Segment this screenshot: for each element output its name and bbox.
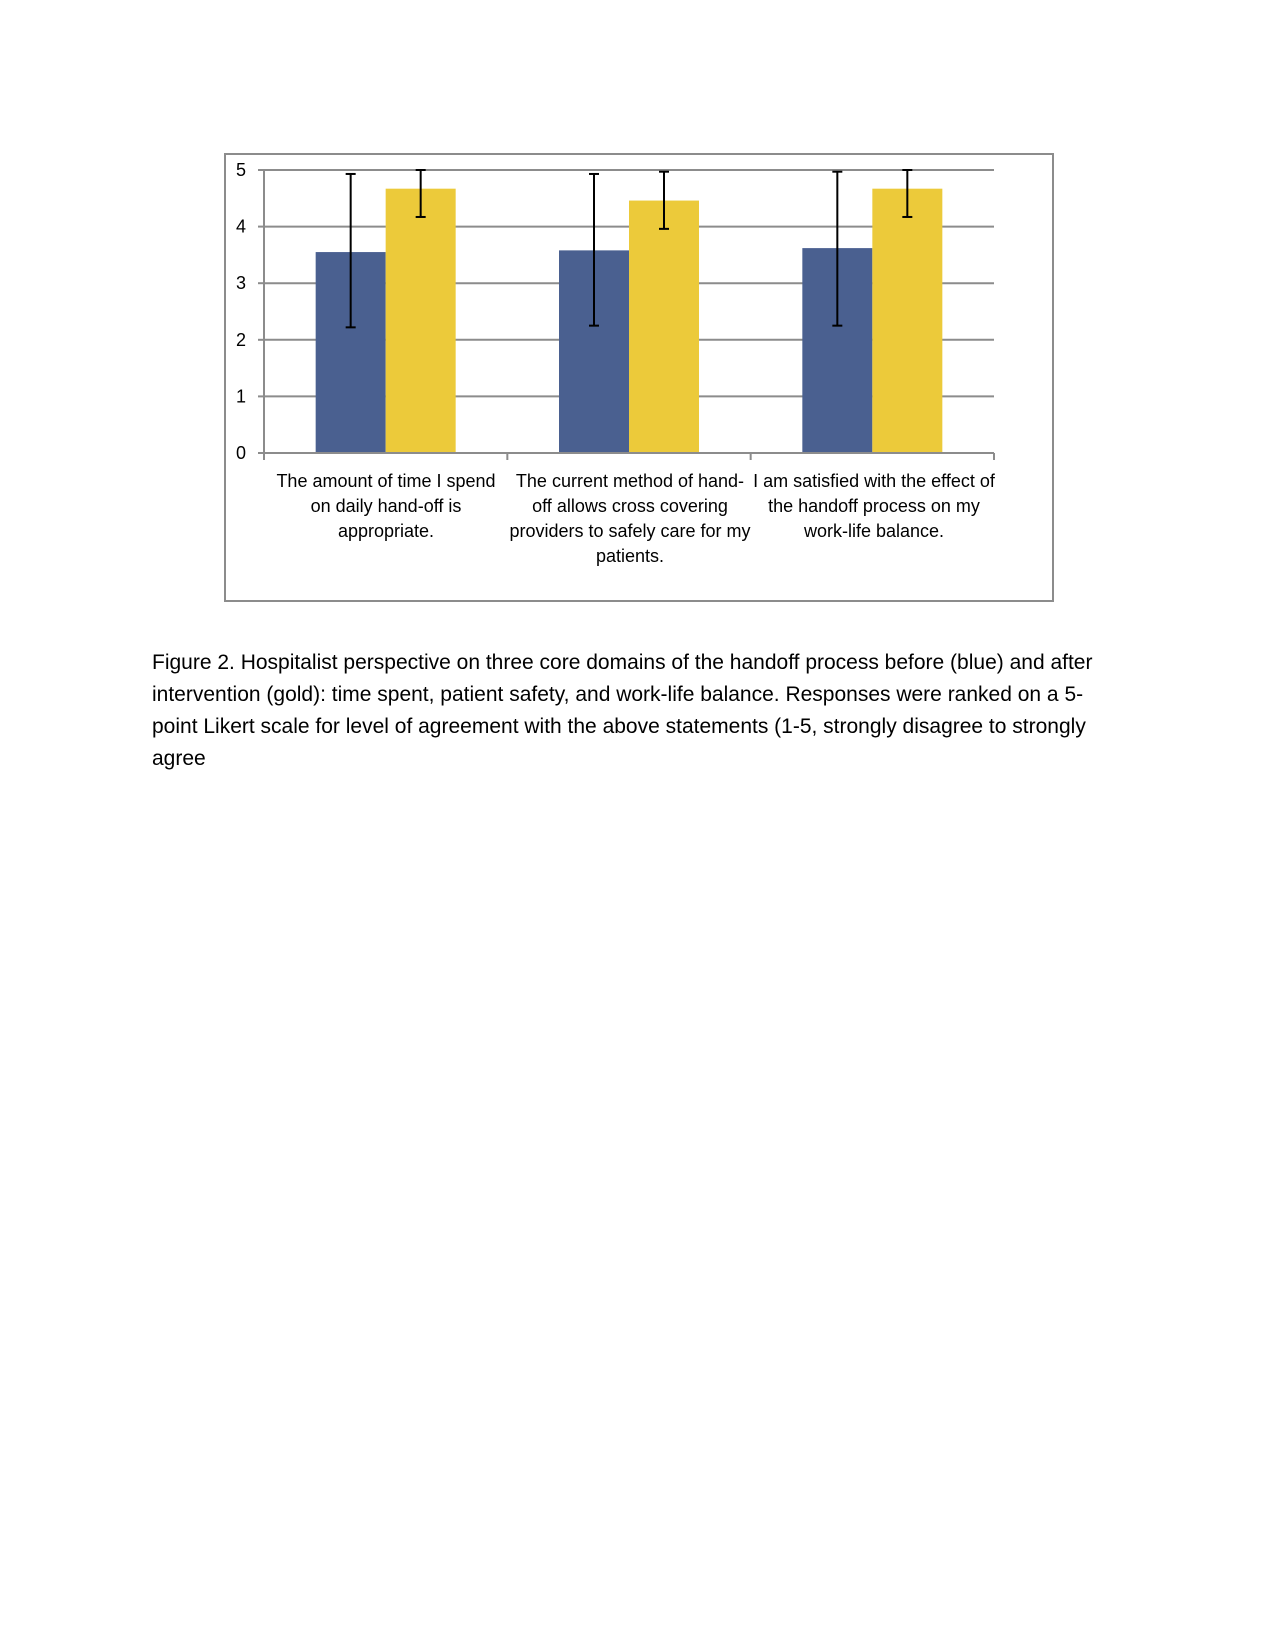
- y-tick-label: 1: [235, 386, 246, 407]
- category-label: The current method of hand-off allows cross covering providers to safely care for my patients.: [509, 471, 751, 566]
- y-tick-label: 3: [235, 273, 246, 294]
- category-label: The amount of time I spend on daily hand-off is appropriate.: [276, 471, 496, 541]
- y-tick-label: 0: [235, 443, 246, 463]
- y-tick-label: 4: [235, 216, 246, 237]
- bar: [629, 201, 699, 453]
- figure-caption: Figure 2. Hospitalist perspective on three core domains of the handoff process before (blue) and after intervention (gold): time spent, patient safety, and work-life balance. Responses were ranked on a 5-point Likert scale for level of agreement with the above statements (1-5, strongly disagree to strongly agree: [152, 651, 1093, 770]
- chart-frame: [224, 153, 1054, 602]
- y-tick-label: 2: [235, 329, 246, 350]
- category-label: I am satisfied with the effect of the handoff process on my work-life balance.: [753, 471, 995, 541]
- bar: [386, 189, 456, 453]
- y-tick-label: 5: [235, 160, 246, 180]
- bar: [872, 189, 942, 453]
